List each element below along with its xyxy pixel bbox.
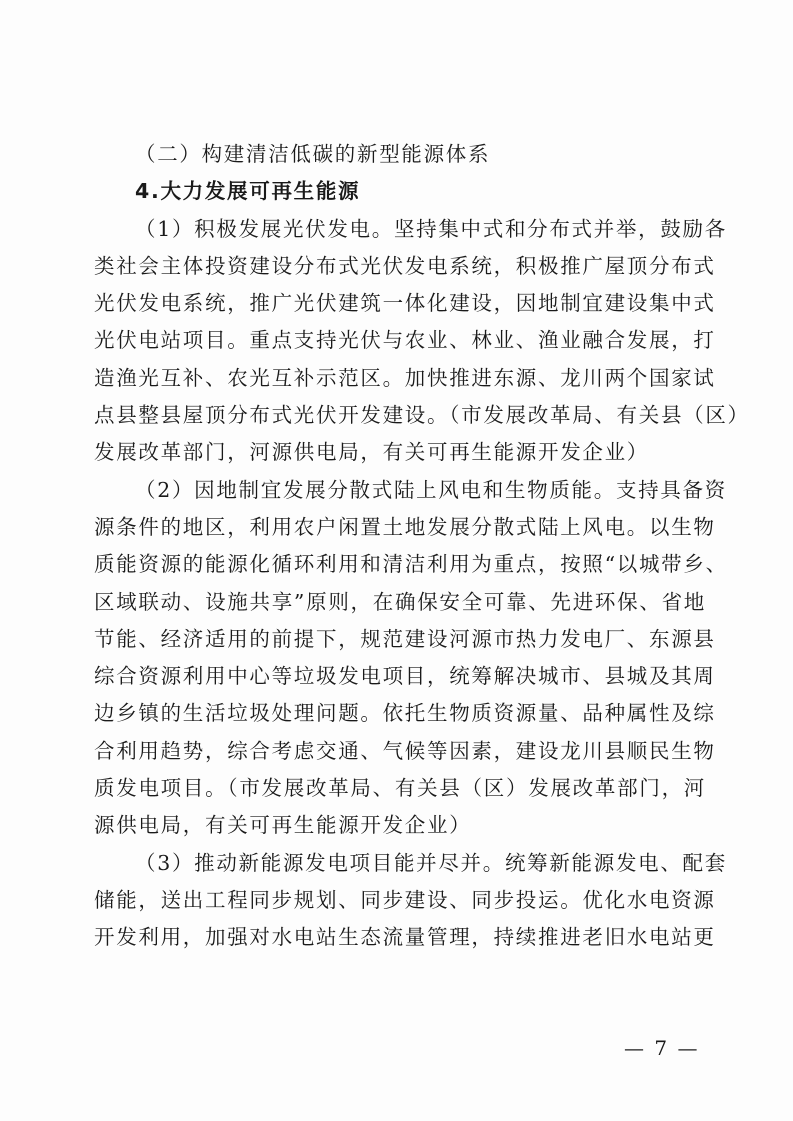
subsection-heading: 4.大力发展可再生能源 — [135, 179, 361, 204]
paragraph-3 — [94, 845, 727, 957]
paragraph-line: 类社会主体投资建设分布式光伏发电系统，积极推广屋顶分布式 — [94, 253, 716, 278]
paragraph-line: 源供电局，有关可再生能源开发企业） — [94, 813, 472, 838]
paragraph-1 — [94, 211, 750, 472]
paragraph-line: 光伏发电系统，推广光伏建筑一体化建设，因地制宜建设集中式 — [94, 291, 716, 316]
document-body — [94, 136, 750, 957]
paragraph-line: 合利用趋势，综合考虑交通、气候等因素，建设龙川县顺民生物 — [94, 738, 716, 763]
paragraph-2 — [94, 472, 728, 845]
paragraph-line: 开发利用，加强对水电站生态流量管理，持续推进老旧水电站更 — [94, 925, 716, 950]
paragraph-line: 源条件的地区，利用农户闲置土地发展分散式陆上风电。以生物 — [94, 514, 716, 539]
paragraph-line: 综合资源利用中心等垃圾发电项目，统筹解决城市、县城及其周 — [94, 664, 716, 689]
paragraph-line: 质发电项目。（市发展改革局、有关县（区）发展改革部门，河 — [94, 776, 706, 801]
paragraph-line: （3）推动新能源发电项目能并尽并。统筹新能源发电、配套 — [135, 850, 727, 875]
paragraph-line: （1）积极发展光伏发电。坚持集中式和分布式并举，鼓励各 — [135, 216, 727, 241]
paragraph-line: 造渔光互补、农光互补示范区。加快推进东源、龙川两个国家试 — [94, 365, 716, 390]
paragraph-line: 质能资源的能源化循环利用和清洁利用为重点，按照“以城带乡、 — [94, 552, 728, 577]
paragraph-line: 发展改革部门，河源供电局，有关可再生能源开发企业） — [94, 440, 649, 465]
paragraph-line: 储能，送出工程同步规划、同步建设、同步投运。优化水电资源 — [94, 887, 716, 912]
paragraph-line: 点县整县屋顶分布式光伏开发建设。（市发展改革局、有关县（区） — [94, 403, 750, 428]
paragraph-line: （2）因地制宜发展分散式陆上风电和生物质能。支持具备资 — [135, 477, 727, 502]
section-title: （二）构建清洁低碳的新型能源体系 — [135, 142, 491, 166]
paragraph-line: 区域联动、设施共享”原则，在确保安全可靠、先进环保、省地 — [94, 589, 706, 614]
paragraph-line: 光伏电站项目。重点支持光伏与农业、林业、渔业融合发展，打 — [94, 328, 716, 353]
page-number: — 7 — — [624, 1036, 700, 1060]
paragraph-line: 节能、经济适用的前提下，规范建设河源市热力发电厂、东源县 — [94, 626, 716, 651]
paragraph-line: 边乡镇的生活垃圾处理问题。依托生物质资源量、品种属性及综 — [94, 701, 716, 726]
